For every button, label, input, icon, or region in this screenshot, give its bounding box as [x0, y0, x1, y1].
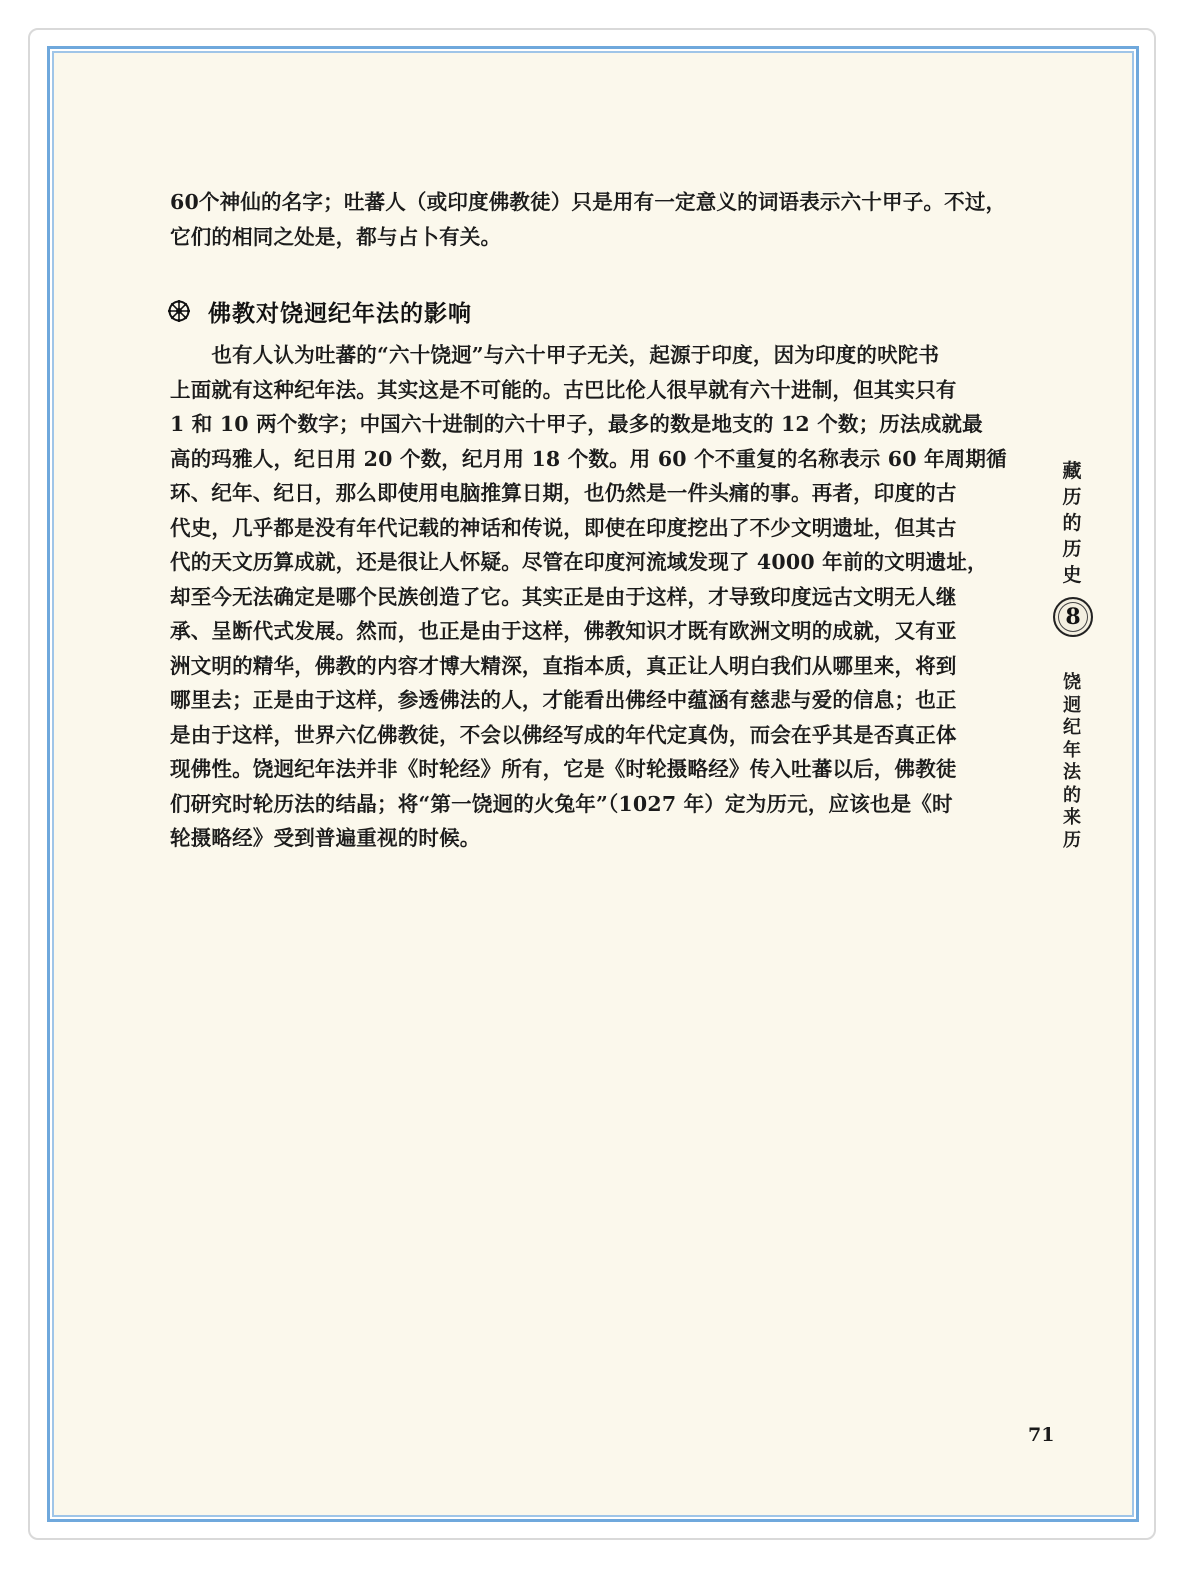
- text-line: 它们的相同之处是，都与占卜有关。: [170, 224, 502, 249]
- top-paragraph: [170, 185, 1007, 254]
- chapter-title-char: 历: [1063, 829, 1081, 851]
- text-line: 上面就有这种纪年法。其实这是不可能的。古巴比伦人很早就有六十进制，但其实只有: [170, 377, 957, 402]
- text-line: 轮摄略经》受到普遍重视的时候。: [170, 826, 481, 850]
- text-line: 也有人认为吐蕃的“六十饶迥”与六十甲子无关，起源于印度，因为印度的吠陀书: [170, 343, 940, 367]
- chapter-number-badge: 8: [1053, 597, 1093, 637]
- text-line: 却至今无法确定是哪个民族创造了它。其实正是由于这样，才导致印度远古文明无人继: [170, 584, 957, 609]
- book-title-char: 藏: [1062, 460, 1082, 482]
- book-title-char: 历: [1062, 486, 1082, 508]
- book-title-char: 的: [1062, 512, 1082, 534]
- chapter-title-char: 迥: [1063, 694, 1081, 716]
- text-line: 环、纪年、纪日，那么即使用电脑推算日期，也仍然是一件头痛的事。再者，印度的古: [170, 481, 957, 505]
- chapter-title-char: 法: [1063, 762, 1081, 783]
- text-line: 代史，几乎都是没有年代记载的神话和传说，即使在印度挖出了不少文明遗址，但其古: [170, 515, 957, 540]
- book-title-char: 史: [1062, 564, 1082, 586]
- main-paragraph: [170, 338, 1007, 856]
- chapter-title-char: 来: [1063, 807, 1081, 828]
- chapter-title-char: 纪: [1063, 717, 1081, 738]
- text-line: 1 和 10 两个数字；中国六十进制的六十甲子，最多的数是地支的 12 个数；历法成就最: [170, 412, 983, 436]
- text-line: 高的玛雅人，纪日用 20 个数，纪月用 18 个数。用 60 个不重复的名称表示 60 年周期循: [170, 446, 1007, 471]
- section-title: 佛教对饶迥纪年法的影响: [208, 300, 472, 327]
- chapter-title-char: 年: [1063, 739, 1081, 761]
- text-line: 代的天文历算成就，还是很让人怀疑。尽管在印度河流域发现了 4000 年前的文明遗址，: [170, 550, 988, 574]
- dharma-wheel-icon: [168, 300, 190, 322]
- text-line: 哪里去；正是由于这样，参透佛法的人，才能看出佛经中蕴涵有慈悲与爱的信息；也正: [170, 688, 957, 712]
- section-heading: [168, 294, 472, 328]
- running-book-title: [1052, 458, 1092, 588]
- text-line: 60个神仙的名字；吐蕃人（或印度佛教徒）只是用有一定意义的词语表示六十甲子。不过，: [170, 190, 1007, 214]
- text-line: 洲文明的精华，佛教的内容才博大精深，直指本质，真正让人明白我们从哪里来，将到: [170, 653, 957, 678]
- text-line: 现佛性。饶迥纪年法并非《时轮经》所有，它是《时轮摄略经》传入吐蕃以后，佛教徒: [170, 757, 957, 781]
- chapter-title-char: 的: [1063, 784, 1081, 806]
- text-line: 是由于这样，世界六亿佛教徒，不会以佛经写成的年代定真伪，而会在乎其是否真正体: [170, 722, 957, 747]
- text-line: 们研究时轮历法的结晶；将“第一饶迥的火兔年”（1027 年）定为历元，应该也是《时: [170, 791, 953, 816]
- text-line: 承、呈断代式发展。然而，也正是由于这样，佛教知识才既有欧洲文明的成就，又有亚: [170, 619, 957, 643]
- chapter-title-char: 饶: [1063, 672, 1081, 693]
- book-title-char: 历: [1062, 538, 1082, 560]
- running-chapter-title: [1052, 672, 1092, 852]
- page-number: 71: [1028, 1424, 1055, 1446]
